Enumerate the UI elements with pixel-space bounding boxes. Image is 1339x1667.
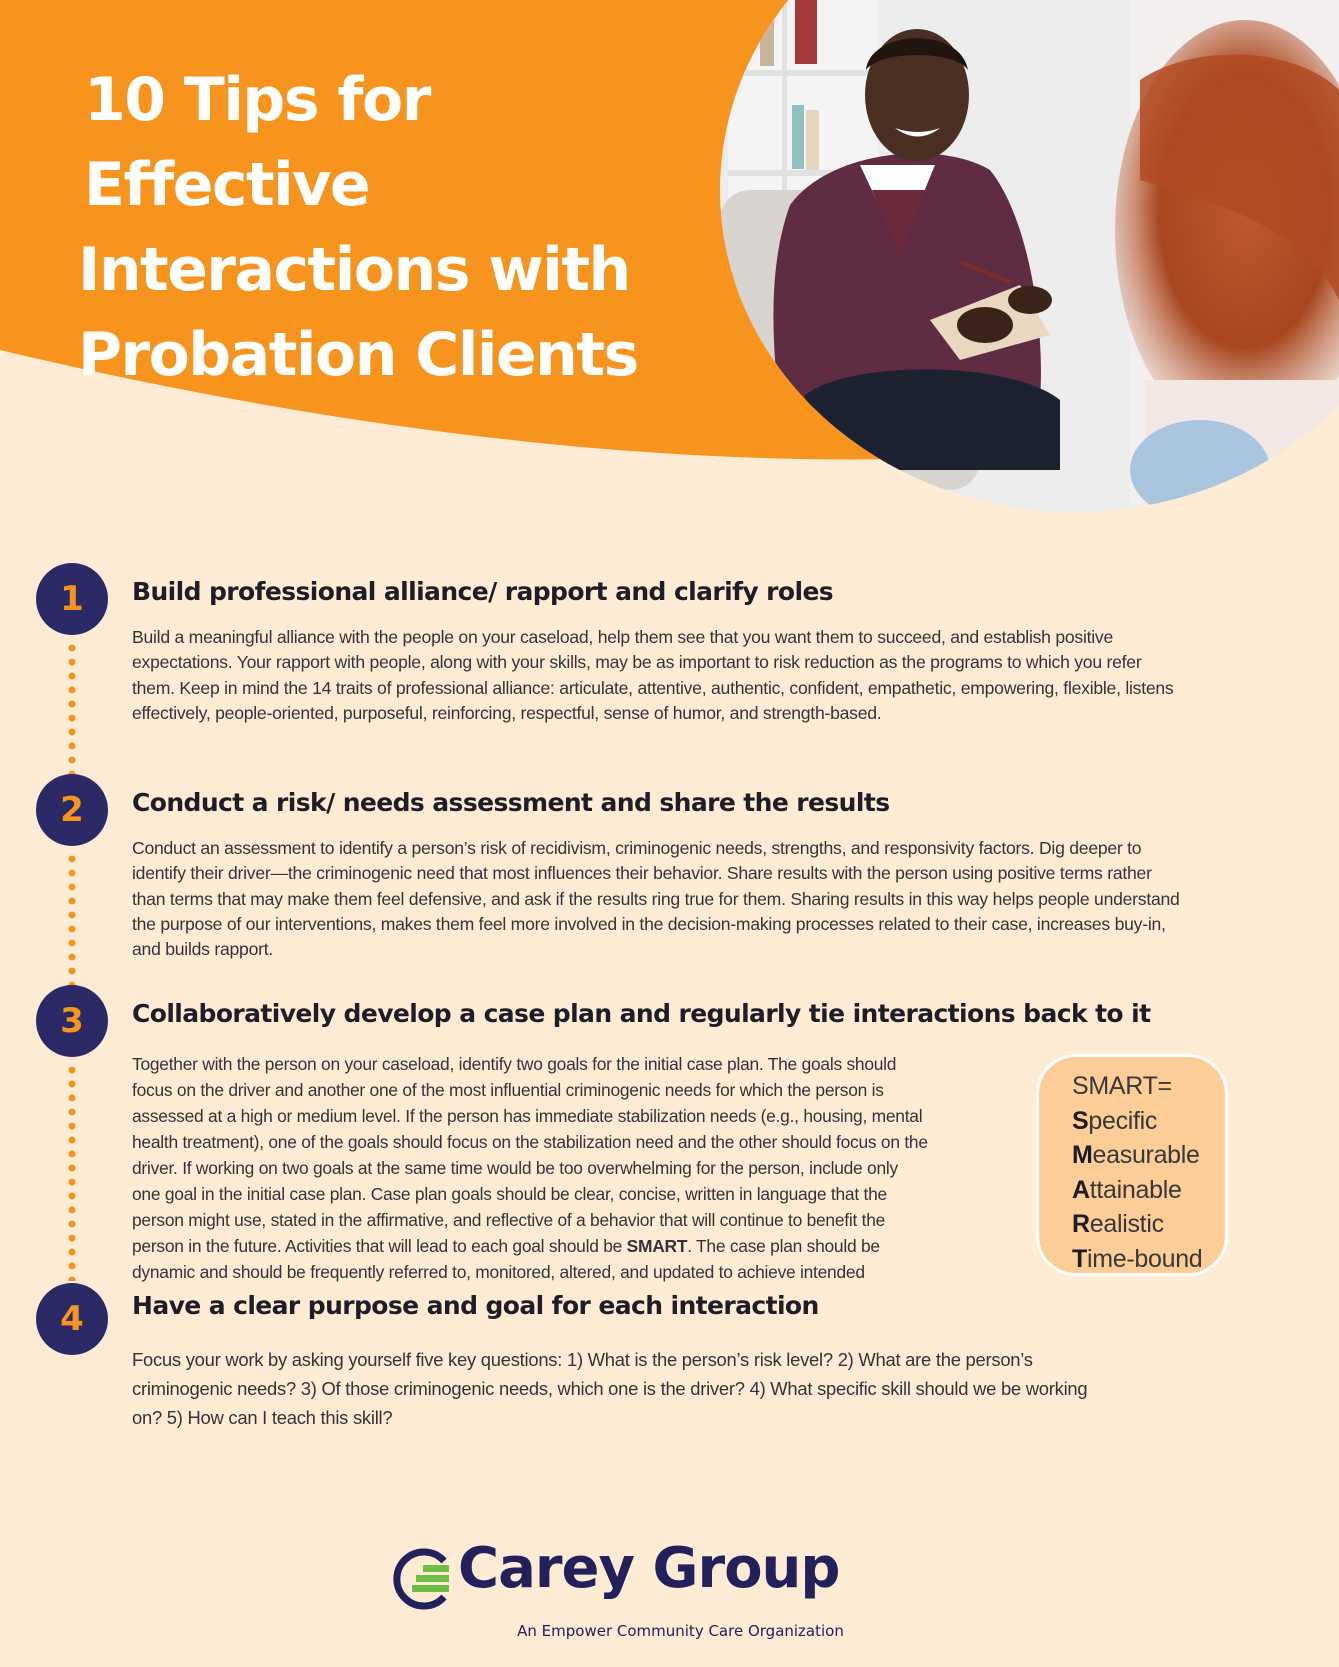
smart-letter: S [1072,1106,1089,1135]
text-run: . The case plan should be [687,1236,880,1256]
smart-term: SMART [626,1236,688,1256]
tip-body-line: Conduct an assessment to identify a person’s risk of recidivism, criminogenic needs, strengths, and responsivity factors. Dig deeper to [132,838,1142,858]
tip-number-badge: 4 [36,1283,108,1355]
smart-item [1072,1104,1225,1139]
smart-item [1072,1242,1225,1277]
title-line-1: 10 Tips for Effective [84,65,430,220]
tip-body [132,1051,928,1285]
title-line-3: Probation Clients [78,320,638,390]
tip-title: Have a clear purpose and goal for each interaction [132,1291,819,1320]
tip-body-line: assessed at a high or medium level. If the person has immediate stabilization needs (e.g., housing, mental [132,1106,923,1126]
tip-body [132,1345,1087,1432]
tip-body-line: the purpose of our interventions, makes them feel more involved in the decision-making processes related to their case, increases buy-in, [132,913,1166,934]
tip-body-line: Build a meaningful alliance with the people on your caseload, help them see that you want them to succeed, and establish positive [132,627,1113,647]
tip-body-line: effectively, people-oriented, purposeful, reinforcing, respectful, sense of humor, and strength-based. [132,702,882,723]
tip-body-line: focus on the driver and another one of the most influential criminogenic needs for which the person is [132,1080,884,1100]
carey-group-logo [388,1536,908,1612]
tip-body-line: driver. If working on two goals at the same time would be too overwhelming for the person, include only [132,1158,898,1178]
smart-letter: A [1072,1175,1090,1204]
tip-number-badge: 2 [36,774,108,846]
title-line-2: Interactions with [78,235,630,305]
tip-body-line: criminogenic needs? 3) Of those criminogenic needs, which one is the driver? 4) What specific skill should we be working [132,1378,1088,1399]
smart-word: ttainable [1089,1175,1182,1204]
smart-letter: M [1072,1141,1093,1169]
smart-item [1072,1173,1225,1208]
smart-word: easurable [1092,1141,1200,1169]
smart-heading: SMART= [1072,1072,1172,1100]
tip-title: Conduct a risk/ needs assessment and share the results [132,788,890,817]
tip-body [132,836,1180,962]
tip-body-line: them. Keep in mind the 14 traits of professional alliance: articulate, attentive, authentic, confident, empathetic, empowering, flexible, listens [132,677,1174,698]
tip-title: Build professional alliance/ rapport and clarify roles [132,577,834,606]
carey-group-g-icon [388,1547,452,1611]
smart-item [1072,1138,1225,1173]
tip-body-line: dynamic and should be frequently referred to, monitored, altered, and updated to achieve intended [132,1262,865,1282]
smart-letter: T [1072,1244,1087,1273]
tip-body-line: expectations. Your rapport with people, along with your skills, may be as important to risk reduction as the programs to which you refer [132,652,1142,673]
tip-body-line [132,1233,928,1259]
text-run: person in the future. Activities that will lead to each goal should be [132,1236,627,1256]
page-title [78,58,718,398]
tip-body [132,625,1173,726]
tip-number-badge: 3 [36,985,108,1057]
logo-tagline: An Empower Community Care Organization [517,1622,844,1640]
tip-body-line: on? 5) How can I teach this skill? [132,1407,393,1428]
tip-body-line: and builds rapport. [132,939,273,960]
dotted-connector [68,852,76,992]
smart-word: ime-bound [1086,1244,1203,1273]
tip-body-line: health treatment), one of the goals should focus on the stabilization need and the other should focus on the [132,1132,928,1152]
tip-body-line: than terms that may make them feel defensive, and ask if the results ring true for them. Sharing results in this way helps people understand [132,888,1180,909]
tip-body-line: Together with the person on your caseload, identify two goals for the initial case plan. The goals should [132,1054,897,1074]
tip-body-line: identify their driver—the criminogenic need that most influences their behavior. Share results with the person using positive terms rather [132,863,1152,884]
tip-title: Collaboratively develop a case plan and regularly tie interactions back to it [132,999,1151,1028]
smart-item [1072,1207,1225,1242]
tip-number-badge: 1 [36,563,108,635]
smart-word: pecific [1088,1106,1158,1135]
tip-body-line: person might use, stated in the affirmative, and reflective of a behavior that will continue to benefit the [132,1210,886,1230]
smart-callout [1036,1054,1228,1276]
dotted-connector [68,1063,76,1281]
logo-wordmark: Carey Group [458,1536,840,1601]
smart-word: ealistic [1089,1210,1164,1238]
tip-body-line: one goal in the initial case plan. Case plan goals should be clear, concise, written in language that the [132,1184,887,1204]
tip-body-line: Focus your work by asking yourself five key questions: 1) What is the person’s risk level? 2) What are the person’s [132,1349,1033,1370]
dotted-connector [68,641,76,781]
smart-letter: R [1072,1210,1090,1238]
